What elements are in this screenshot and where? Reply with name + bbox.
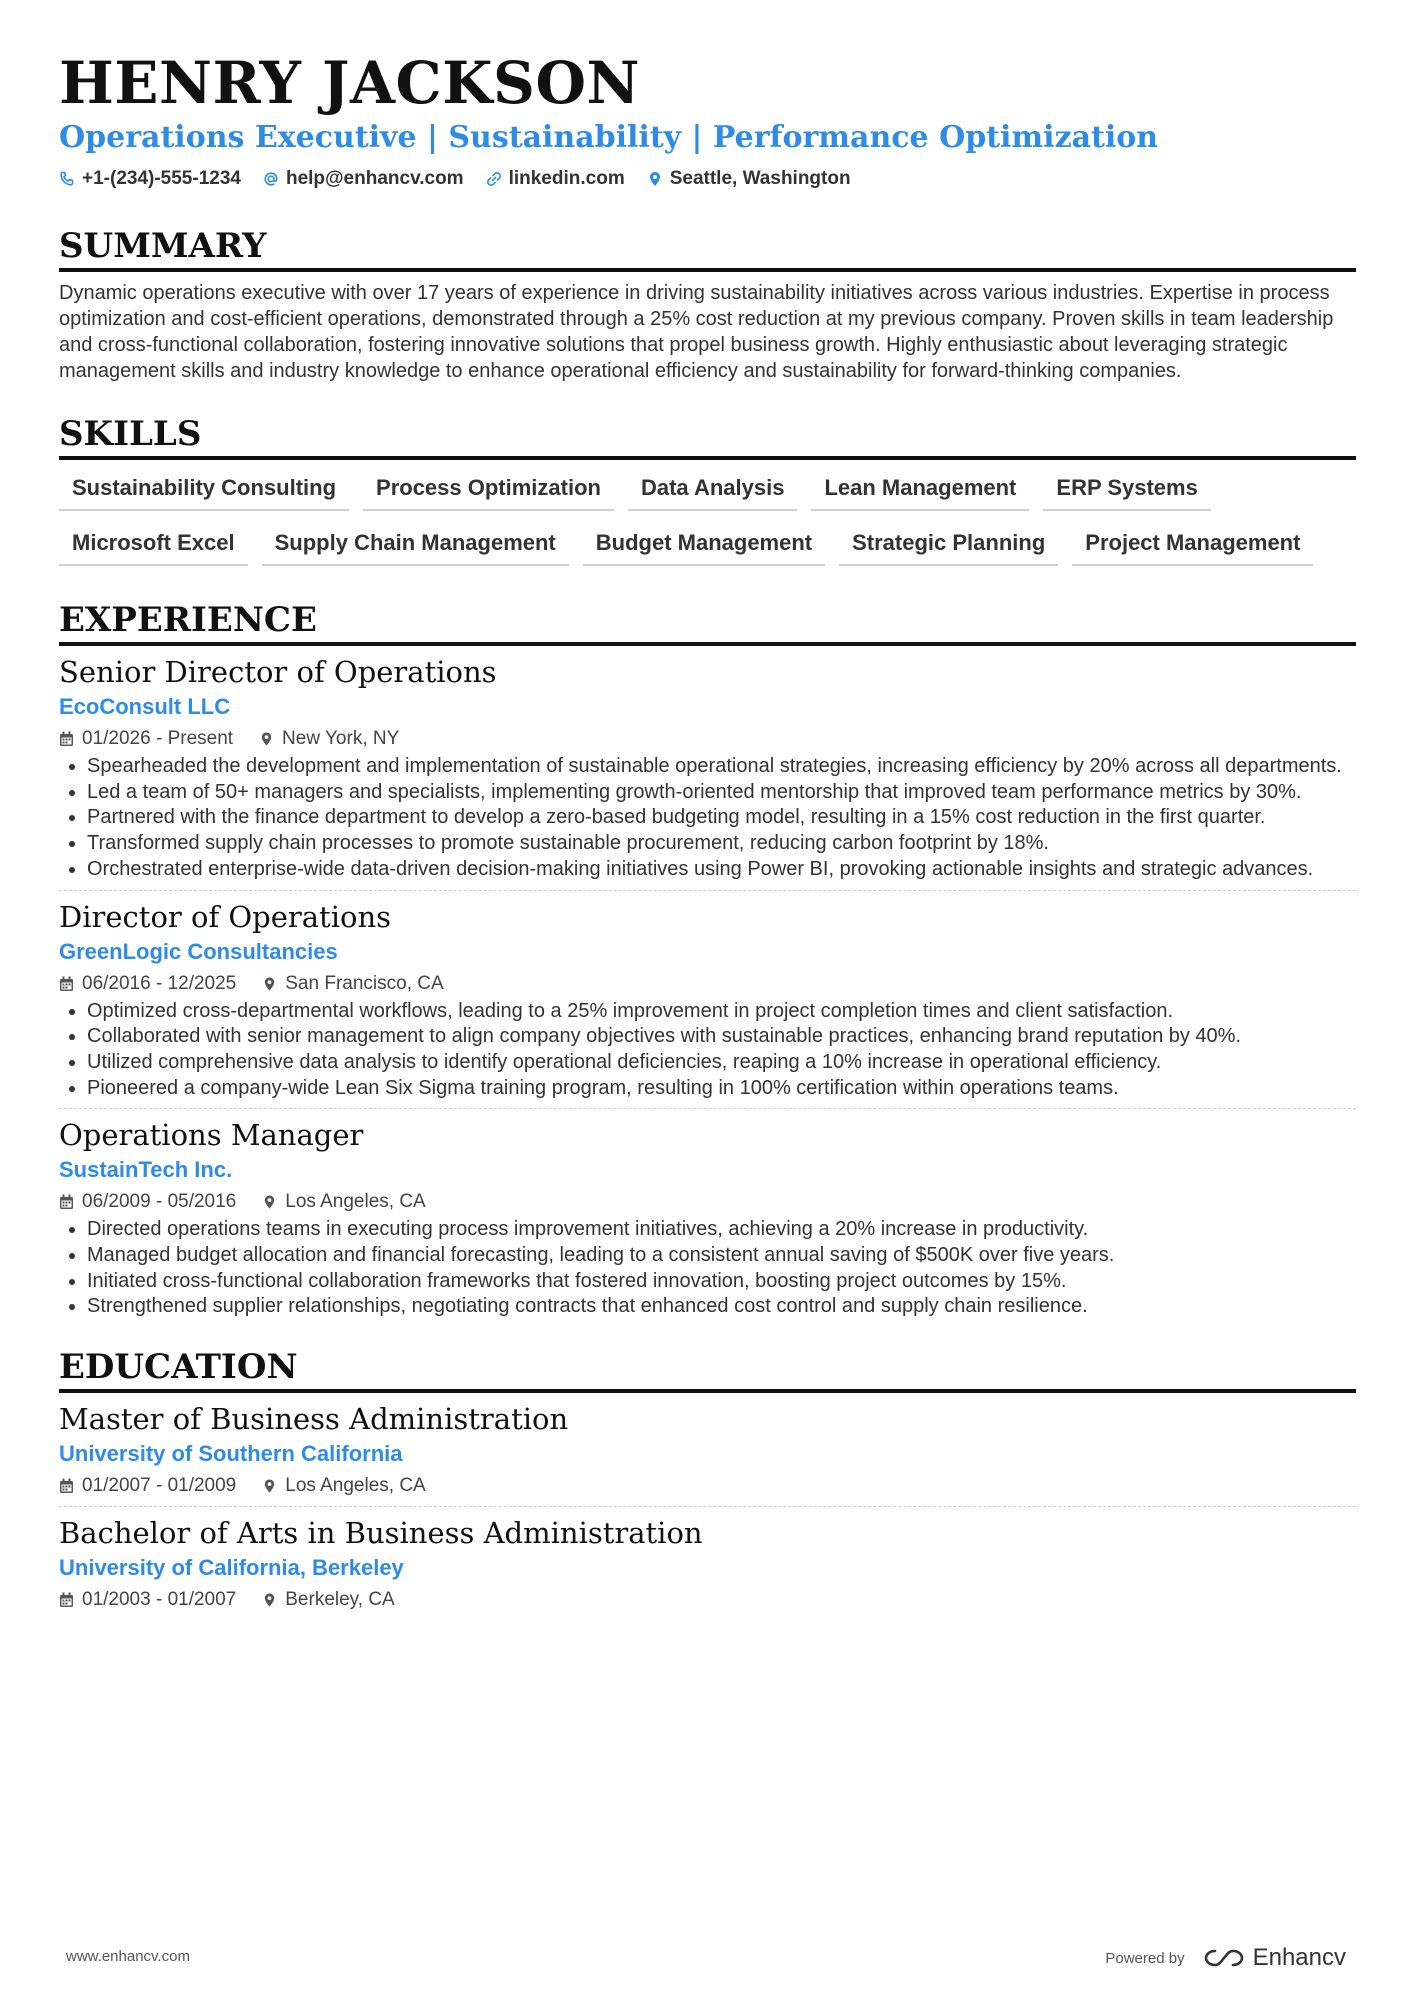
- location-pin-icon: [647, 171, 663, 187]
- footer-website[interactable]: www.enhancv.com: [66, 1948, 190, 1965]
- experience-heading: EXPERIENCE: [59, 600, 1356, 646]
- candidate-name: HENRY JACKSON: [59, 49, 640, 117]
- bullet-item: Transformed supply chain processes to promote sustainable procurement, reducing carbon footprint by 18%.: [59, 831, 1356, 857]
- resume-page: [59, 50, 1356, 1620]
- contact-phone[interactable]: [59, 168, 241, 190]
- skill-tag: Budget Management: [583, 529, 825, 566]
- job-meta: [59, 726, 1356, 752]
- experience-entry: [59, 1109, 1356, 1327]
- powered-by-label: Powered by: [1105, 1949, 1185, 1967]
- school-name: University of California, Berkeley: [59, 1555, 404, 1581]
- education-location: [262, 1473, 425, 1499]
- bullet-item: Collaborated with senior management to align company objectives with sustainable practices, enhancing brand reputation by 40%.: [59, 1024, 1356, 1050]
- bullet-item: Managed budget allocation and financial forecasting, leading to a consistent annual saving of $500K over five years.: [59, 1243, 1356, 1269]
- phone-icon: [59, 171, 75, 187]
- headline: Operations Executive | Sustainability | Performance Optimization: [59, 120, 1159, 155]
- job-meta: [59, 971, 1356, 997]
- job-dates: [59, 971, 236, 997]
- contact-email[interactable]: [263, 168, 464, 190]
- education-location-text: Berkeley, CA: [285, 1589, 395, 1611]
- job-location: [262, 1189, 425, 1215]
- header: [59, 50, 1356, 190]
- calendar-icon: [59, 976, 74, 992]
- job-bullets: [59, 754, 1356, 883]
- bullet-item: Optimized cross-departmental workflows, leading to a 25% improvement in project completion times and client satisfaction.: [59, 999, 1356, 1025]
- calendar-icon: [59, 1592, 74, 1608]
- education-location-text: Los Angeles, CA: [285, 1475, 426, 1497]
- skill-tag: Strategic Planning: [839, 529, 1058, 566]
- footer: [66, 1944, 1346, 1974]
- job-bullets: [59, 999, 1356, 1102]
- brand-logo: [1203, 1944, 1346, 1972]
- phone-text: +1-(234)-555-1234: [82, 168, 241, 189]
- experience-entry: [59, 891, 1356, 1110]
- job-dates: [59, 1189, 236, 1215]
- job-location: [262, 971, 443, 997]
- education-meta: [59, 1587, 1356, 1613]
- bullet-item: Utilized comprehensive data analysis to identify operational deficiencies, reaping a 10% increase in operational efficiency.: [59, 1050, 1356, 1076]
- experience-section: [59, 600, 1356, 1327]
- education-dates-text: 01/2007 - 01/2009: [82, 1475, 237, 1497]
- job-meta: [59, 1189, 1356, 1215]
- job-title: Director of Operations: [59, 899, 391, 934]
- job-bullets: [59, 1217, 1356, 1320]
- education-section: [59, 1347, 1356, 1620]
- location-pin-icon: [262, 1592, 277, 1608]
- link-icon: [486, 171, 502, 187]
- location-pin-icon: [262, 1194, 277, 1210]
- skill-tag: Process Optimization: [363, 474, 614, 511]
- enhancv-logo-icon: [1203, 1947, 1245, 1969]
- bullet-item: Pioneered a company-wide Lean Six Sigma training program, resulting in 100% certification within operations teams.: [59, 1076, 1356, 1102]
- summary-text: Dynamic operations executive with over 17 years of experience in driving sustainability initiatives across various industries. Expertise in process optimization and cost-efficient operations, demonstrated through a 25% cost reduction at my previous company. Proven skills in team leadership and cross-functional collaboration, fostering innovative solutions that propel business growth. Highly enthusiastic about leveraging strategic management skills and industry knowledge to enhance operational efficiency and sustainability for forward-thinking companies.: [59, 282, 1334, 382]
- company-name: GreenLogic Consultancies: [59, 938, 338, 964]
- bullet-item: Directed operations teams in executing process improvement initiatives, achieving a 20% increase in productivity.: [59, 1217, 1356, 1243]
- skill-tag: ERP Systems: [1043, 474, 1210, 511]
- bullet-item: Led a team of 50+ managers and specialists, implementing growth-oriented mentorship that improved team performance metrics by 30%.: [59, 780, 1356, 806]
- degree-title: Master of Business Administration: [59, 1402, 569, 1437]
- job-location-text: San Francisco, CA: [285, 972, 444, 994]
- summary-section: [59, 226, 1356, 384]
- calendar-icon: [59, 1194, 74, 1210]
- bullet-item: Orchestrated enterprise-wide data-driven decision-making initiatives using Power BI, provoking actionable insights and strategic advances.: [59, 857, 1356, 883]
- location-pin-icon: [262, 1478, 277, 1494]
- education-location: [262, 1587, 394, 1613]
- job-location-text: Los Angeles, CA: [285, 1191, 426, 1213]
- skill-tag: Lean Management: [811, 474, 1029, 511]
- education-entry: [59, 1393, 1356, 1507]
- location-text: Seattle, Washington: [669, 168, 851, 189]
- company-name: SustainTech Inc.: [59, 1157, 233, 1183]
- footer-branding[interactable]: [1105, 1944, 1346, 1972]
- education-heading: EDUCATION: [59, 1347, 1356, 1393]
- summary-heading: SUMMARY: [59, 226, 1356, 272]
- linkedin-text: linkedin.com: [508, 168, 625, 189]
- brand-name: Enhancv: [1252, 1944, 1346, 1971]
- skills-list: [59, 474, 1356, 566]
- skill-tag: Sustainability Consulting: [59, 474, 349, 511]
- skill-tag: Microsoft Excel: [59, 529, 248, 566]
- education-dates: [59, 1473, 236, 1499]
- education-entry: [59, 1507, 1356, 1620]
- experience-entry: [59, 646, 1356, 891]
- education-meta: [59, 1473, 1356, 1499]
- location-pin-icon: [259, 731, 274, 747]
- contact-linkedin[interactable]: [486, 168, 625, 190]
- calendar-icon: [59, 1478, 74, 1494]
- job-title: Operations Manager: [59, 1118, 364, 1153]
- bullet-item: Initiated cross-functional collaboration frameworks that fostered innovation, boosting project outcomes by 15%.: [59, 1269, 1356, 1295]
- job-dates-text: 06/2009 - 05/2016: [82, 1191, 237, 1213]
- job-location: [259, 726, 399, 752]
- education-dates: [59, 1587, 236, 1613]
- skill-tag: Project Management: [1072, 529, 1313, 566]
- job-title: Senior Director of Operations: [59, 655, 497, 689]
- job-location-text: New York, NY: [282, 728, 400, 749]
- job-dates-text: 06/2016 - 12/2025: [82, 972, 237, 994]
- job-dates: [59, 726, 233, 752]
- bullet-item: Strengthened supplier relationships, negotiating contracts that enhanced cost control and supply chain resilience.: [59, 1294, 1356, 1320]
- skills-section: [59, 414, 1356, 566]
- calendar-icon: [59, 731, 74, 747]
- company-name: EcoConsult LLC: [59, 694, 231, 719]
- location-pin-icon: [262, 976, 277, 992]
- job-dates-text: 01/2026 - Present: [82, 728, 234, 749]
- at-icon: [263, 171, 279, 187]
- skill-tag: Supply Chain Management: [262, 529, 569, 566]
- email-text: help@enhancv.com: [285, 168, 464, 189]
- skills-heading: SKILLS: [59, 414, 1356, 460]
- contact-bar: [59, 168, 1356, 190]
- skill-tag: Data Analysis: [628, 474, 797, 511]
- education-dates-text: 01/2003 - 01/2007: [82, 1589, 237, 1611]
- contact-location: [647, 168, 851, 190]
- bullet-item: Spearheaded the development and implementation of sustainable operational strategies, increasing efficiency by 20% across all departments.: [59, 754, 1356, 780]
- school-name: University of Southern California: [59, 1441, 403, 1467]
- bullet-item: Partnered with the finance department to develop a zero-based budgeting model, resulting in a 15% cost reduction in the first quarter.: [59, 805, 1356, 831]
- degree-title: Bachelor of Arts in Business Administration: [59, 1516, 703, 1551]
